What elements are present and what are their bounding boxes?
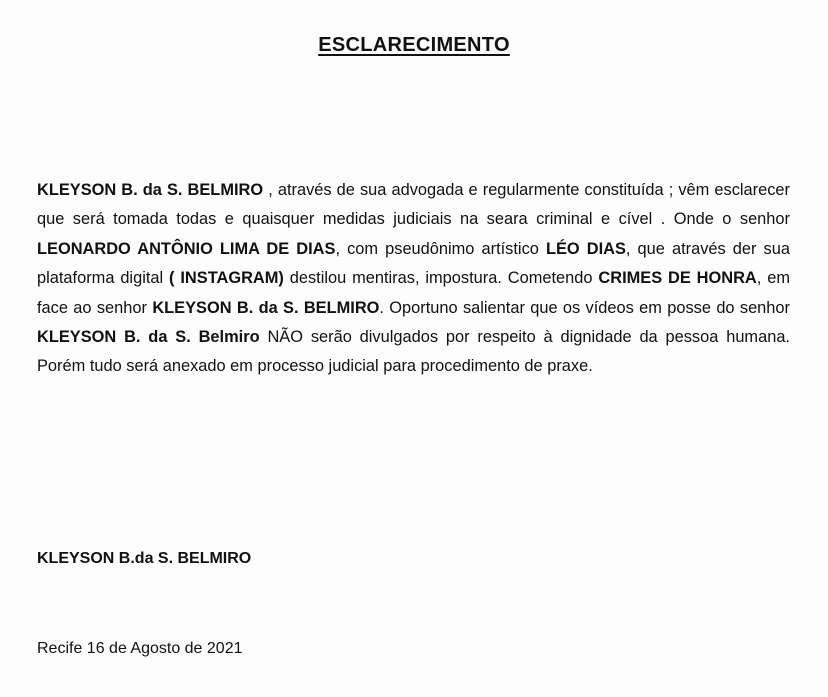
bold-name: KLEYSON B. da S. Belmiro — [37, 328, 260, 347]
bold-crime: CRIMES DE HONRA — [598, 269, 757, 288]
text-segment: destilou mentiras, impostura. Cometendo — [283, 269, 599, 288]
date-line: Recife 16 de Agosto de 2021 — [37, 640, 243, 657]
bold-name: KLEYSON B. da S. BELMIRO — [37, 181, 264, 199]
text-segment: , em face ao senhor — [37, 269, 790, 317]
bold-name: LEONARDO ANTÔNIO LIMA DE DIAS — [37, 239, 336, 258]
document-title — [0, 34, 828, 57]
signature: KLEYSON B.da S. BELMIRO — [37, 550, 252, 567]
bold-platform: ( INSTAGRAM) — [169, 269, 284, 288]
body-paragraph — [37, 176, 790, 382]
document-title-text: ESCLARECIMENTO — [318, 34, 510, 56]
text-segment: NÃO serão divulgados por respeito à dignidade da pessoa humana. Porém tudo será anexado em processo judicial para procedimento de praxe. — [37, 328, 790, 376]
bold-name: LÉO DIAS — [545, 239, 626, 258]
text-segment: . Oportuno salientar que os vídeos em posse do senhor — [379, 298, 790, 317]
text-segment: , através de sua advogada e regularmente constituída ; vêm esclarecer que será tomada todas e quaisquer medidas judiciais na seara criminal e cível . Onde o senhor — [37, 181, 791, 229]
text-segment: , que através der sua plataforma digital — [37, 239, 790, 288]
bold-name: KLEYSON B. da S. BELMIRO — [152, 298, 380, 317]
text-segment: , com pseudônimo artístico — [335, 239, 546, 258]
